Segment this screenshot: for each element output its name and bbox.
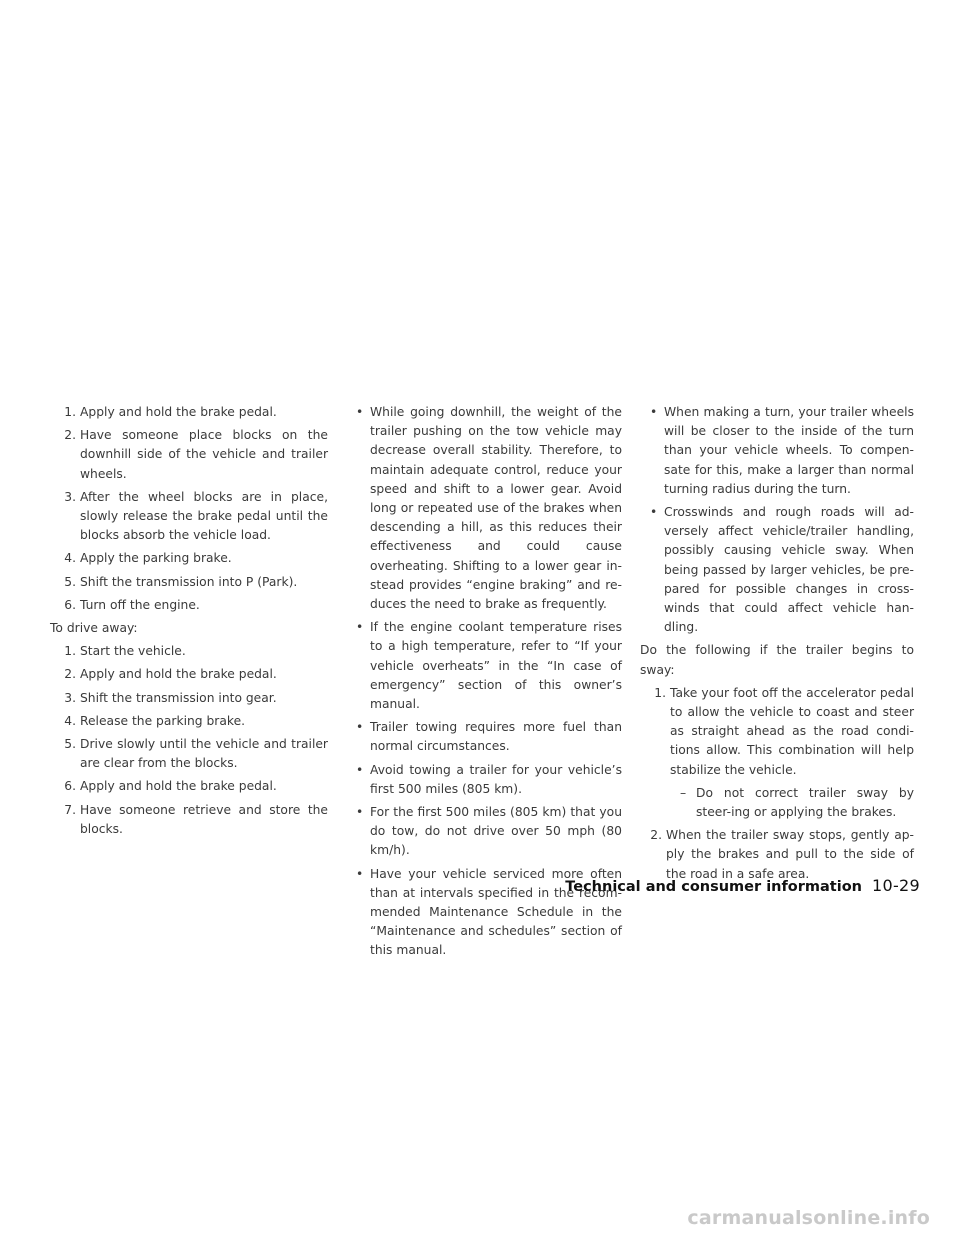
column-1: [50, 403, 328, 843]
step-text: Start the vehicle.: [80, 644, 186, 659]
step-number: 7.: [64, 802, 76, 817]
bullet-item: [356, 761, 622, 799]
bullet-item: [356, 618, 622, 714]
step-text: Apply and hold the brake pedal.: [80, 667, 277, 682]
dash-icon: –: [680, 785, 687, 800]
step-number: 2.: [64, 428, 76, 443]
step-number: 3.: [64, 489, 76, 504]
page-number: 10-29: [872, 876, 920, 895]
step-text: Turn off the engine.: [80, 597, 200, 612]
step-text: Apply the parking brake.: [80, 551, 232, 566]
step-text: Drive slowly until the vehicle and trailer are clear from the blocks.: [80, 737, 328, 771]
step-number: 4.: [64, 713, 76, 728]
step-text: Apply and hold the brake pedal.: [80, 779, 277, 794]
watermark[interactable]: carmanualsonline.info: [687, 1207, 930, 1229]
bullet-item: [640, 403, 914, 499]
step-text: After the wheel blocks are in place, slowly release the brake pedal until the blocks absorb the vehicle load.: [80, 489, 328, 543]
step-number: 6.: [64, 779, 76, 794]
bullet-text: Have your vehicle serviced more often than at intervals specified in the recom-mended Maintenance Schedule in the “Maintenance and schedules” section of this manual.: [370, 866, 622, 958]
list-item: [50, 642, 328, 661]
step-number: 5.: [64, 737, 76, 752]
bullet-icon: •: [356, 720, 364, 735]
dash-text: Do not correct trailer sway by steer-ing or applying the brakes.: [696, 785, 914, 820]
step-number: 6.: [64, 597, 76, 612]
bullet-text: If the engine coolant temperature rises to a high temperature, refer to “If your vehicle overheats” in the “In case of emergency” section of this owner’s manual.: [370, 620, 622, 712]
step-number: 4.: [64, 551, 76, 566]
bullet-icon: •: [650, 405, 658, 419]
step-text: Take your foot off the accelerator pedal to allow the vehicle to coast and steer as straight ahead as the road condi-tions allow. This combination will help stabilize the vehicle.: [670, 685, 914, 777]
bullet-text: While going downhill, the weight of the trailer pushing on the tow vehicle may decrease overall stability. Therefore, to maintain adequate control, reduce your speed and shift to a lower gear. Avoid long or repeated use of the brakes when descending a hill, as this reduces their effectiveness and could cause overheating. Shifting to a lower gear in-stead provides “engine braking” and re-duces the need to brake as frequently.: [370, 405, 622, 612]
list-item: [50, 777, 328, 796]
bullet-icon: •: [356, 620, 364, 635]
step-number: 1.: [654, 685, 666, 700]
drive-away-heading: To drive away:: [50, 621, 138, 636]
list-item: [50, 801, 328, 839]
bullet-icon: •: [356, 805, 364, 820]
list-item: [50, 665, 328, 684]
list-item: [50, 712, 328, 731]
dash-item: [640, 784, 914, 822]
bullet-item: [356, 718, 622, 756]
bullet-item: [356, 403, 622, 614]
list-item: [640, 684, 914, 780]
list-item: [50, 596, 328, 615]
bullet-text: When making a turn, your trailer wheels will be closer to the inside of the turn than your vehicle wheels. To compen-sate for this, make a larger than normal turning radius during the turn.: [664, 405, 914, 496]
bullet-icon: •: [356, 405, 364, 419]
bullet-item: [356, 803, 622, 861]
bullet-text: Trailer towing requires more fuel than normal circumstances.: [370, 720, 622, 754]
list-item: [50, 573, 328, 592]
section-title: Technical and consumer information: [565, 879, 862, 895]
step-number: 3.: [64, 690, 76, 705]
bullet-icon: •: [356, 762, 364, 777]
bullet-item: [640, 503, 914, 637]
page-footer: [565, 876, 920, 897]
list-item: [50, 689, 328, 708]
bullet-text: For the first 500 miles (805 km) that you do tow, do not drive over 50 mph (80 km/h).: [370, 805, 622, 858]
sway-intro: Do the following if the trailer begins to sway:: [640, 643, 914, 677]
list-item: [50, 549, 328, 568]
list-item: [50, 426, 328, 484]
step-text: Shift the transmission into gear.: [80, 690, 277, 705]
step-number: 1.: [64, 405, 76, 419]
step-text: Shift the transmission into P (Park).: [80, 574, 298, 589]
step-text: Apply and hold the brake pedal.: [80, 405, 277, 419]
step-text: Have someone place blocks on the downhill side of the vehicle and trailer wheels.: [80, 428, 328, 481]
bullet-icon: •: [356, 866, 364, 881]
step-number: 2.: [650, 828, 662, 843]
step-number: 2.: [64, 667, 76, 682]
bullet-text: Avoid towing a trailer for your vehicle’s first 500 miles (805 km).: [370, 762, 622, 796]
bullet-icon: •: [650, 505, 658, 520]
list-item: [50, 735, 328, 773]
step-number: 5.: [64, 574, 76, 589]
step-text: Have someone retrieve and store the blocks.: [80, 802, 328, 836]
column-3: [640, 403, 914, 888]
step-number: 1.: [64, 644, 76, 659]
step-text: When the trailer sway stops, gently ap-ply the brakes and pull to the side of the road in a safe area.: [666, 828, 914, 881]
list-item: [50, 403, 328, 422]
bullet-text: Crosswinds and rough roads will ad-versely affect vehicle/trailer handling, possibly causing vehicle sway. When being passed by larger vehicles, be pre-pared for possible changes in cross-winds that could affect vehicle han-dling.: [664, 505, 914, 635]
list-item: [50, 488, 328, 546]
step-text: Release the parking brake.: [80, 713, 246, 728]
